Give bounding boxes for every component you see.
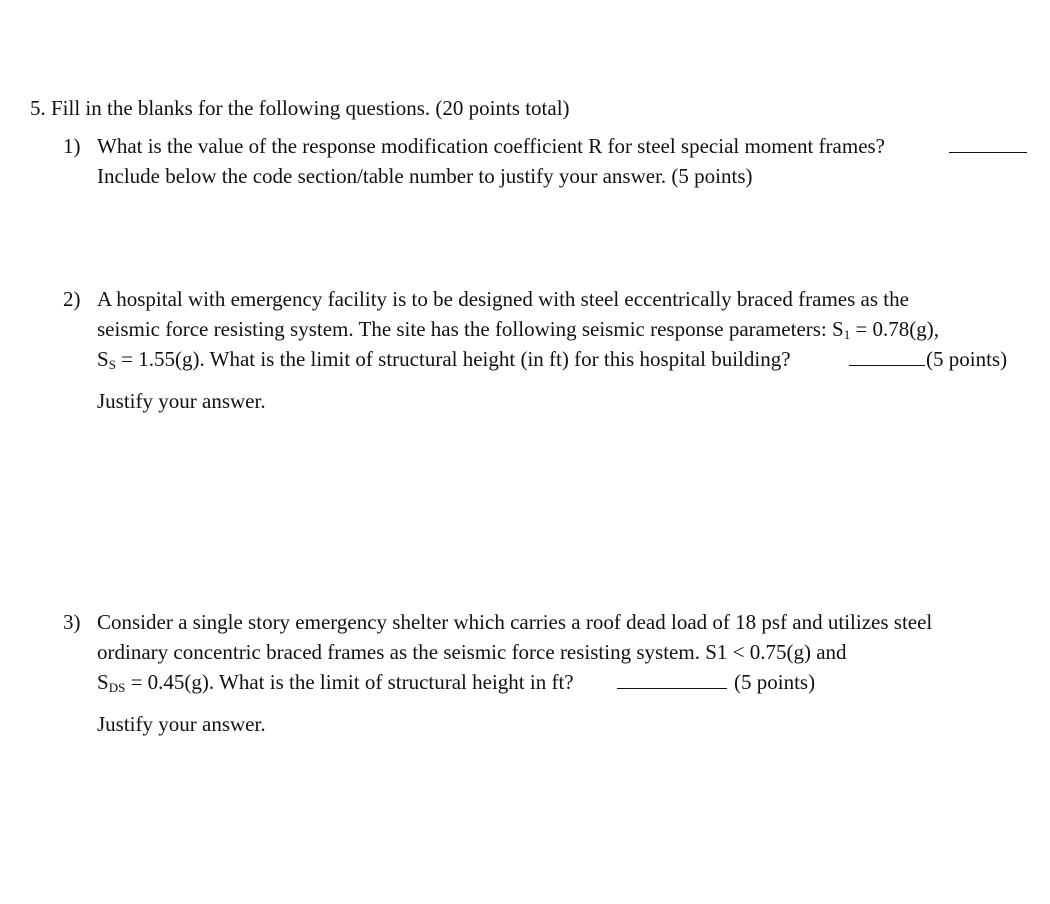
question-3-sds-subscript: DS xyxy=(108,680,126,695)
question-3-sds-symbol: S xyxy=(97,670,109,694)
question-2-ss-subscript: S xyxy=(108,357,116,372)
question-3-line-3-text: = 0.45(g). What is the limit of structural height in ft? xyxy=(125,670,574,694)
question-2-line-3-text: = 1.55(g). What is the limit of structural height (in ft) for this hospital building? xyxy=(115,347,791,371)
question-2-ss-symbol: S xyxy=(97,347,109,371)
question-2-justify: Justify your answer. xyxy=(97,389,266,413)
question-1-text: What is the value of the response modification coefficient R for steel special moment frames? xyxy=(97,134,886,158)
question-1-number: 1) xyxy=(63,134,81,158)
question-2-line-3 xyxy=(97,344,791,374)
question-1-answer-blank[interactable] xyxy=(949,131,1027,161)
question-2-line-2 xyxy=(97,314,939,344)
section-heading: 5. Fill in the blanks for the following questions. (20 points total) xyxy=(30,96,570,120)
question-2-line-1: A hospital with emergency facility is to be designed with steel eccentrically braced frames as the xyxy=(97,287,909,311)
question-3-justify: Justify your answer. xyxy=(97,712,266,736)
question-3-number: 3) xyxy=(63,610,81,634)
question-3-line-3 xyxy=(97,667,574,697)
question-3-line-1: Consider a single story emergency shelter which carries a roof dead load of 18 psf and utilizes steel xyxy=(97,610,933,634)
question-2-number: 2) xyxy=(63,287,81,311)
question-2-s1-subscript: 1 xyxy=(843,327,851,342)
question-2-line-2-text: seismic force resisting system. The site has the following seismic response parameters: S xyxy=(97,317,844,341)
question-1-line-1 xyxy=(97,131,885,161)
question-1-line-2: Include below the code section/table number to justify your answer. (5 points) xyxy=(97,164,753,188)
question-3-answer-blank[interactable] xyxy=(617,667,727,697)
question-3-points: (5 points) xyxy=(734,670,816,694)
question-2-answer-blank[interactable] xyxy=(849,344,925,374)
question-2-points: (5 points) xyxy=(926,347,1008,371)
question-2-s1-value: = 0.78(g), xyxy=(850,317,940,341)
question-3-line-2: ordinary concentric braced frames as the seismic force resisting system. S1 < 0.75(g) and xyxy=(97,640,847,664)
